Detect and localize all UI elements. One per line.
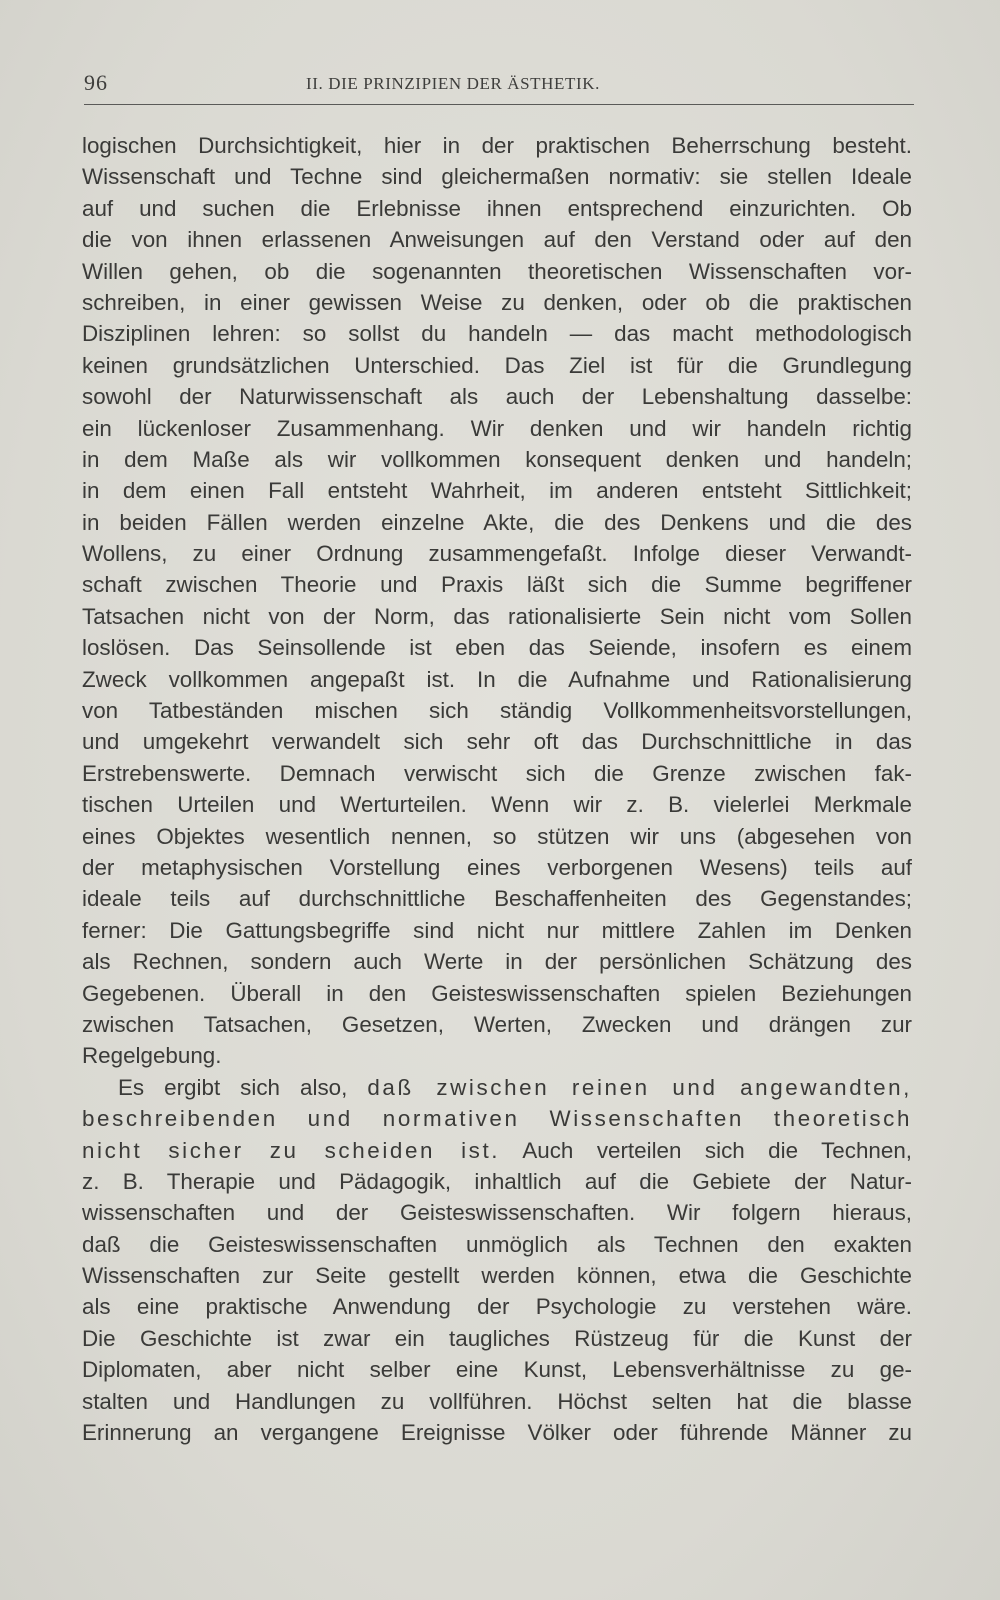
text-line: schaft zwischen Theorie und Praxis läßt sich die Summe begriffener — [82, 572, 912, 598]
text-line: als eine praktische Anwendung der Psychologie zu verstehen wäre. — [82, 1294, 912, 1320]
text-line: tischen Urteilen und Werturteilen. Wenn wir z. B. vielerlei Merkmale — [82, 792, 912, 818]
text-line: in beiden Fällen werden einzelne Akte, die des Denkens und die des — [82, 509, 912, 535]
text-line: stalten und Handlungen zu vollführen. Höchst selten hat die blasse — [82, 1388, 912, 1414]
body-text — [82, 130, 912, 1448]
text-line: Wissenschaft und Techne sind gleichermaßen normativ: sie stellen Ideale — [82, 164, 912, 190]
running-head: II. DIE PRINZIPIEN DER ÄSTHETIK. — [306, 74, 600, 93]
text-line: Zweck vollkommen angepaßt ist. In die Aufnahme und Rationalisierung — [82, 666, 912, 692]
text-line: schreiben, in einer gewissen Weise zu denken, oder ob die praktischen — [82, 289, 912, 315]
text-line: Regelgebung. — [82, 1043, 222, 1069]
text-line: ideale teils auf durchschnittliche Beschaffenheiten des Gegenstandes; — [82, 886, 912, 912]
text-line: Tatsachen nicht von der Norm, das rationalisierte Sein nicht vom Sollen — [82, 603, 912, 629]
text-line: ferner: Die Gattungsbegriffe sind nicht nur mittlere Zahlen im Denken — [82, 917, 912, 943]
text-line: wissenschaften und der Geisteswissenschaften. Wir folgern hieraus, — [82, 1200, 912, 1226]
text-run: Auch verteilen sich die Technen, — [500, 1137, 912, 1163]
text-run: Es ergibt sich also, — [118, 1074, 368, 1100]
text-line: loslösen. Das Seinsollende ist eben das Seiende, insofern es einem — [82, 635, 912, 661]
text-line: Wissenschaften zur Seite gestellt werden können, etwa die Geschichte — [82, 1263, 912, 1289]
text-line: keinen grundsätzlichen Unterschied. Das Ziel ist für die Grundlegung — [82, 352, 912, 378]
text-line: in dem Maße als wir vollkommen konsequent denken und handeln; — [82, 446, 912, 472]
emphasized-text: daß zwischen reinen und angewandten, — [367, 1074, 912, 1100]
text-line: z. B. Therapie und Pädagogik, inhaltlich auf die Gebiete der Natur- — [82, 1168, 912, 1194]
text-line: auf und suchen die Erlebnisse ihnen entsprechend einzurichten. Ob — [82, 195, 912, 221]
text-line: Willen gehen, ob die sogenannten theoretischen Wissenschaften vor- — [82, 258, 912, 284]
text-line: Gegebenen. Überall in den Geisteswissenschaften spielen Beziehungen — [82, 980, 912, 1006]
text-line: logischen Durchsichtigkeit, hier in der praktischen Beherrschung besteht. — [82, 133, 912, 158]
text-line: sowohl der Naturwissenschaft als auch der Lebenshaltung dasselbe: — [82, 384, 912, 410]
page-header — [84, 70, 914, 105]
text-line: zwischen Tatsachen, Gesetzen, Werten, Zwecken und drängen zur — [82, 1011, 912, 1037]
text-line: Erstrebenswerte. Demnach verwischt sich die Grenze zwischen fak- — [82, 760, 912, 786]
text-line: Wollens, zu einer Ordnung zusammengefaßt. Infolge dieser Verwandt- — [82, 541, 912, 567]
text-line: und umgekehrt verwandelt sich sehr oft das Durchschnittliche in das — [82, 729, 912, 755]
text-line: der metaphysischen Vorstellung eines verborgenen Wesens) teils auf — [82, 854, 912, 880]
paragraph-first-line — [82, 1072, 912, 1103]
text-line: als Rechnen, sondern auch Werte in der persönlichen Schätzung des — [82, 949, 912, 975]
text-line: eines Objektes wesentlich nennen, so stützen wir uns (abgesehen von — [82, 823, 912, 849]
emphasized-line: beschreibenden und normativen Wissenschaften theoretisch — [82, 1106, 912, 1132]
page-number: 96 — [84, 70, 108, 95]
emphasized-text: nicht sicher zu scheiden ist. — [82, 1137, 501, 1163]
text-line: Disziplinen lehren: so sollst du handeln — das macht methodologisch — [82, 321, 912, 347]
text-line: Diplomaten, aber nicht selber eine Kunst, Lebensverhältnisse zu ge- — [82, 1357, 912, 1383]
text-line: ein lückenloser Zusammenhang. Wir denken und wir handeln richtig — [82, 415, 912, 441]
text-line: die von ihnen erlassenen Anweisungen auf den Verstand oder auf den — [82, 227, 912, 253]
text-line: daß die Geisteswissenschaften unmöglich als Technen den exakten — [82, 1231, 912, 1257]
text-line: von Tatbeständen mischen sich ständig Vollkommenheitsvorstellungen, — [82, 698, 912, 724]
text-line — [82, 1135, 912, 1166]
text-line: Erinnerung an vergangene Ereignisse Völker oder führende Männer zu — [82, 1420, 912, 1446]
text-line: Die Geschichte ist zwar ein taugliches Rüstzeug für die Kunst der — [82, 1325, 912, 1351]
text-line: in dem einen Fall entsteht Wahrheit, im anderen entsteht Sittlichkeit; — [82, 478, 912, 504]
